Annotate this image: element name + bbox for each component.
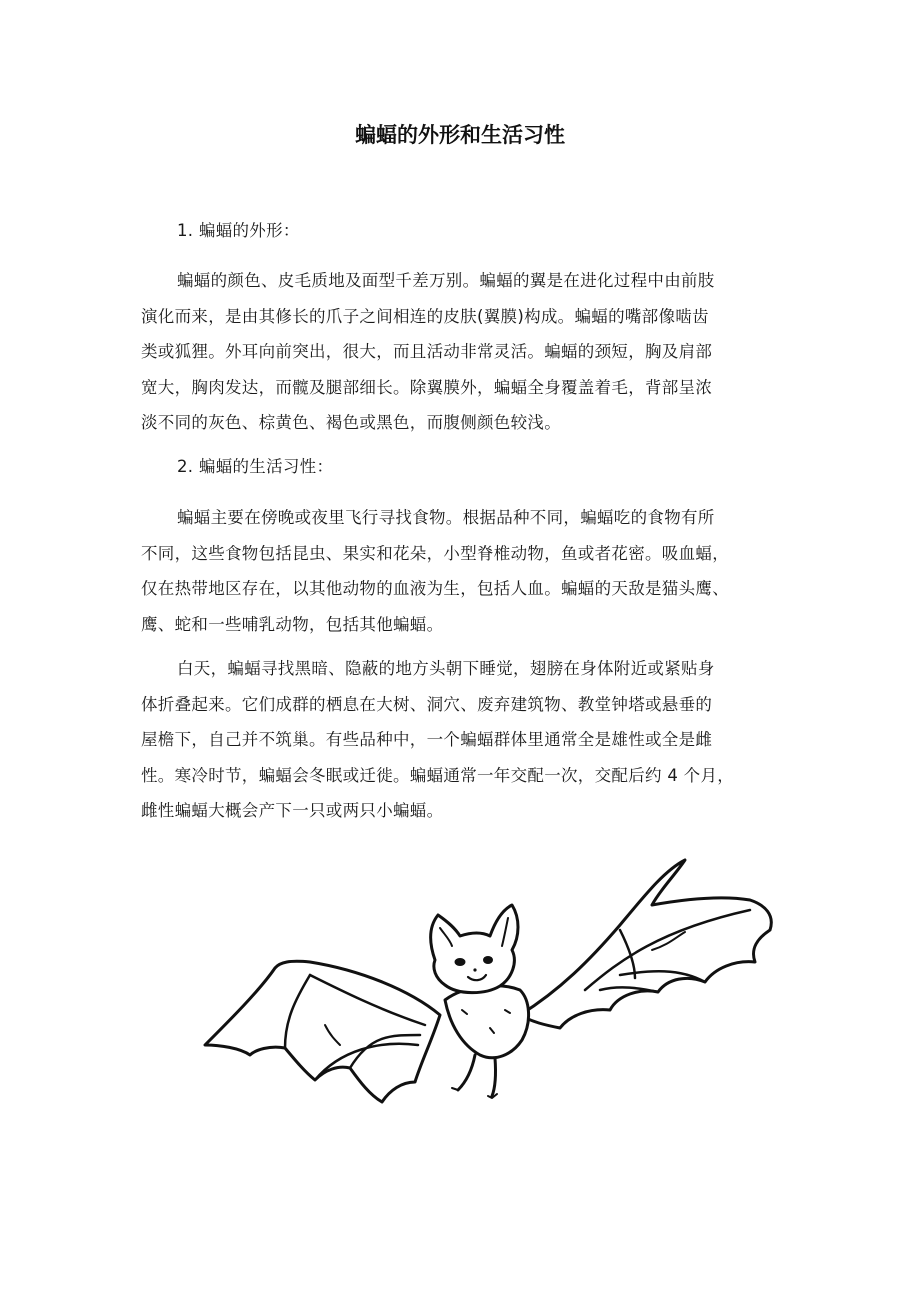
text-line: 性。寒冷时节，蝙蝠会冬眠或迁徙。蝙蝠通常一年交配一次，交配后约 4 个月， xyxy=(141,765,735,785)
text-line: 屋檐下，自己并不筑巢。有些品种中，一个蝙蝠群体里通常全是雄性或全是雌 xyxy=(141,730,713,750)
page-title: 蝙蝠的外形和生活习性 xyxy=(355,123,565,147)
bat-illustration xyxy=(190,850,790,1140)
paragraph-appearance xyxy=(141,263,781,441)
text-line: 雌性蝙蝠大概会产下一只或两只小蝙蝠。 xyxy=(141,801,444,821)
section-heading-habits: 2. 蝙蝠的生活习性： xyxy=(177,457,334,476)
bat-body xyxy=(445,986,529,1058)
text-line: 不同，这些食物包括昆虫、果实和花朵，小型脊椎动物，鱼或者花密。吸血蝠， xyxy=(141,543,729,563)
text-line: 类或狐狸。外耳向前突出，很大，而且活动非常灵活。蝙蝠的颈短，胸及肩部 xyxy=(141,342,713,362)
bat-icon xyxy=(190,850,790,1140)
text-line: 白天，蝙蝠寻找黑暗、隐蔽的地方头朝下睡觉，翅膀在身体附近或紧贴身 xyxy=(177,659,715,678)
text-line: 宽大，胸肉发达，而髋及腿部细长。除翼膜外，蝙蝠全身覆盖着毛，背部呈浓 xyxy=(141,377,713,397)
section-heading-appearance: 1. 蝙蝠的外形： xyxy=(177,221,300,240)
text-line: 体折叠起来。它们成群的栖息在大树、洞穴、废弃建筑物、教堂钟塔或悬垂的 xyxy=(141,694,713,714)
text-line: 淡不同的灰色、棕黄色、褐色或黑色，而腹侧颜色较浅。 xyxy=(141,413,561,433)
bat-eye-right xyxy=(483,956,493,964)
right-wing xyxy=(520,860,771,1028)
text-line: 演化而来，是由其修长的爪子之间相连的皮肤(翼膜)构成。蝙蝠的嘴部像啮齿 xyxy=(141,306,709,326)
text-line: 蝙蝠主要在傍晚或夜里飞行寻找食物。根据品种不同，蝙蝠吃的食物有所 xyxy=(177,508,715,527)
text-line: 鹰、蛇和一些哺乳动物，包括其他蝙蝠。 xyxy=(141,614,444,634)
text-line: 仅在热带地区存在，以其他动物的血液为生，包括人血。蝙蝠的天敌是猫头鹰、 xyxy=(141,579,729,599)
paragraph-roosting xyxy=(141,651,781,829)
bat-eye-left xyxy=(455,958,466,966)
text-line: 蝙蝠的颜色、皮毛质地及面型千差万别。蝙蝠的翼是在进化过程中由前肢 xyxy=(177,271,715,290)
paragraph-feeding xyxy=(141,500,781,642)
